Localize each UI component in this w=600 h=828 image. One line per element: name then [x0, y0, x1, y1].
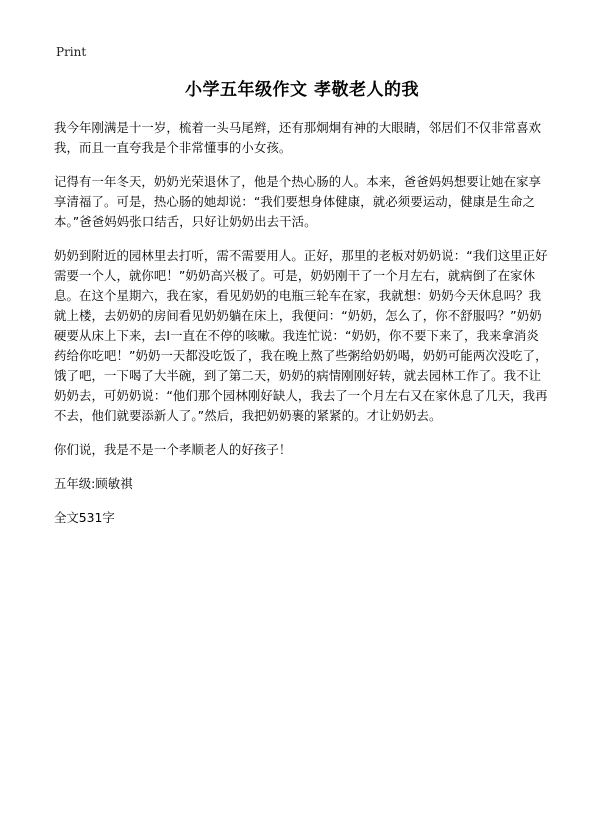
paragraph-closing: 你们说，我是不是一个孝顺老人的好孩子！ — [54, 442, 292, 457]
print-link[interactable]: Print — [56, 45, 87, 59]
author-signature: 五年级:顾敏祺 — [54, 476, 133, 491]
article-title: 小学五年级作文 孝敬老人的我 — [185, 80, 419, 100]
paragraph-intro: 我今年刚满是十一岁，梳着一头马尾辫，还有那炯炯有神的大眼睛，邻居们不仅非常喜欢我，而且一直夸我是个非常懂事的小女孩。 — [54, 120, 542, 155]
paragraph-garden: 奶奶到附近的园林里去打听，需不需要用人。正好，那里的老板对奶奶说：“我们这里正好需要一个人，就你吧！”奶奶高兴极了。可是，奶奶刚干了一个月左右，就病倒了在家休息。在这个星期六，我在家，看见奶奶的电瓶三轮车在家，我就想：奶奶今天休息吗？我就上楼，去奶奶的房间看见奶奶躺在床上，我便问：“奶奶，怎么了，你不舒服吗？”奶奶硬要从床上下来，去I一直在不停的咳嗽。我连忙说：“奶奶，你不要下来了，我来拿消炎药给你吃吧！”奶奶一天都没吃饭了，我在晚上熬了些粥给奶奶喝，奶奶可能两次没吃了，饿了吧，一下喝了大半碗，到了第二天，奶奶的病情刚刚好转，就去园林工作了。我不让奶奶去，可奶奶说：“他们那个园林刚好缺人，我去了一个月左右又在家休息了几天，我再不去，他们就要添新人了。”然后，我把奶奶裹的紧紧的。才让奶奶去。 — [54, 248, 548, 423]
word-count: 全文531字 — [54, 510, 115, 525]
paragraph-winter: 记得有一年冬天，奶奶光荣退休了，他是个热心肠的人。本来，爸爸妈妈想要让她在家享享清福了。可是，热心肠的她却说：“我们要想身体健康，就必须要运动，健康是生命之本。”爸爸妈妈张口结舌，只好让奶奶出去干活。 — [54, 174, 542, 229]
